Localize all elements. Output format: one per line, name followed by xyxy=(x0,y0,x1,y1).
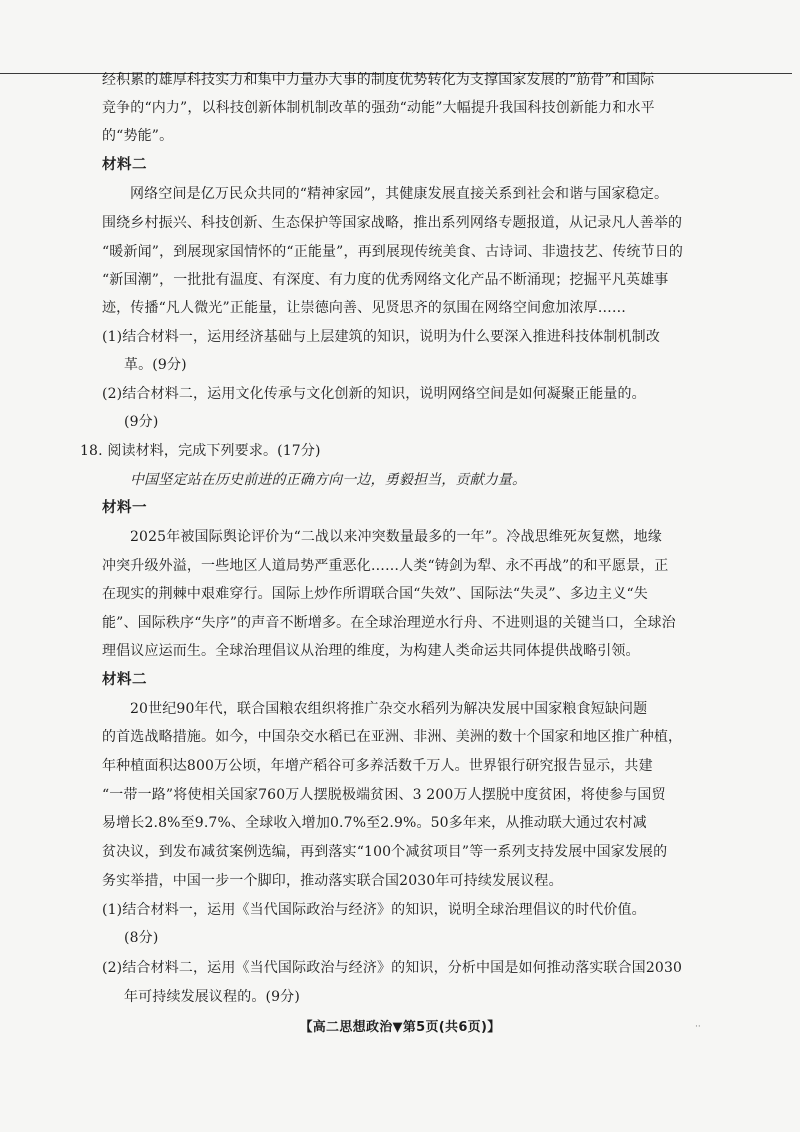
text-line: 2025年被国际舆论评价为“二战以来冲突数量最多的一年”。冷战思维死灰复燃，地缘 xyxy=(130,529,662,545)
footer-mark: ·· xyxy=(695,1022,701,1032)
text-line: 的首选战略措施。如今，中国杂交水稻已在亚洲、非洲、美洲的数十个国家和地区推广种植， xyxy=(102,729,683,745)
text-line: 围绕乡村振兴、科技创新、生态保护等国家战略，推出系列网络专题报道，从记录凡人善举的 xyxy=(102,215,683,231)
lead-sentence: 中国坚定站在历史前进的正确方向一边，勇毅担当，贡献力量。 xyxy=(130,472,527,488)
text-line: “暖新闻”，到展现家国情怀的“正能量”，再到展现传统美食、古诗词、非遗技艺、传统节日的 xyxy=(102,244,684,260)
text-line: 易增长2.8%至9.7%、全球收入增加0.7%至2.9%。50多年来，从推动联大通过农村减 xyxy=(102,815,647,831)
question-line: (2)结合材料二，运用文化传承与文化创新的知识，说明网络空间是如何凝聚正能量的。 xyxy=(102,386,646,402)
question-line: (2)结合材料二，运用《当代国际政治与经济》的知识，分析中国是如何推动落实联合国2030 xyxy=(102,960,683,976)
text-line: 迹，传播“凡人微光”正能量，让崇德向善、见贤思齐的氛围在网络空间愈加浓厚…… xyxy=(102,300,627,316)
question-line: (1)结合材料一，运用经济基础与上层建筑的知识，说明为什么要深入推进科技体制机制改 xyxy=(102,329,660,345)
question-line: (8分) xyxy=(124,930,159,946)
section-heading: 材料二 xyxy=(102,672,147,688)
question-line: 革。(9分) xyxy=(124,357,187,373)
text-line: 网络空间是亿万民众共同的“精神家园”，其健康发展直接关系到社会和谐与国家稳定。 xyxy=(130,186,669,202)
text-line: 竞争的“内力”，以科技创新体制机制改革的强劲“动能”大幅提升我国科技创新能力和水平 xyxy=(102,100,655,116)
text-line: 理倡议应运而生。全球治理倡议从治理的维度，为构建人类命运共同体提供战略引领。 xyxy=(102,643,640,659)
section-heading: 材料二 xyxy=(102,157,147,173)
section-heading: 材料一 xyxy=(102,500,147,516)
page-footer: 【高二思想政治▼第5页(共6页)】 xyxy=(299,1020,501,1035)
question-title: 18. 阅读材料，完成下列要求。(17分) xyxy=(80,443,321,459)
text-line: “新国潮”，一批批有温度、有深度、有力度的优秀网络文化产品不断涌现；挖掘平凡英雄事 xyxy=(102,272,669,288)
text-line: 20世纪90年代，联合国粮农组织将推广杂交水稻列为解决发展中国家粮食短缺问题 xyxy=(130,701,648,717)
text-line: 冲突升级外溢，一些地区人道局势严重恶化……人类“铸剑为犁、永不再战”的和平愿景，正 xyxy=(102,558,669,574)
text-line: 的“势能”。 xyxy=(102,128,174,144)
question-line: 年可持续发展议程的。(9分) xyxy=(124,989,300,1005)
text-line: 经积累的雄厚科技实力和集中力量办大事的制度优势转化为支撑国家发展的“筋骨”和国际 xyxy=(102,72,655,88)
text-line: “一带一路”将使相关国家760万人摆脱极端贫困、3 200万人摆脱中度贫困，将使参与国贸 xyxy=(102,787,666,803)
text-line: 贫决议，到发布减贫案例选编，再到落实“100个减贫项目”等一系列支持发展中国家发展的 xyxy=(102,844,668,860)
question-line: (9分) xyxy=(124,414,159,430)
text-line: 能”、国际秩序“失序”的声音不断增多。在全球治理逆水行舟、不进则退的关键当口，全球治 xyxy=(102,615,676,631)
text-line: 在现实的荆棘中艰难穿行。国际上炒作所谓联合国“失效”、国际法“失灵”、多边主义“失 xyxy=(102,586,648,602)
text-line: 务实举措，中国一步一个脚印，推动落实联合国2030年可持续发展议程。 xyxy=(102,873,563,889)
text-line: 年种植面积达800万公顷，年增产稻谷可多养活数千万人。世界银行研究报告显示，共建 xyxy=(102,758,653,774)
question-line: (1)结合材料一，运用《当代国际政治与经济》的知识，说明全球治理倡议的时代价值。 xyxy=(102,902,646,918)
